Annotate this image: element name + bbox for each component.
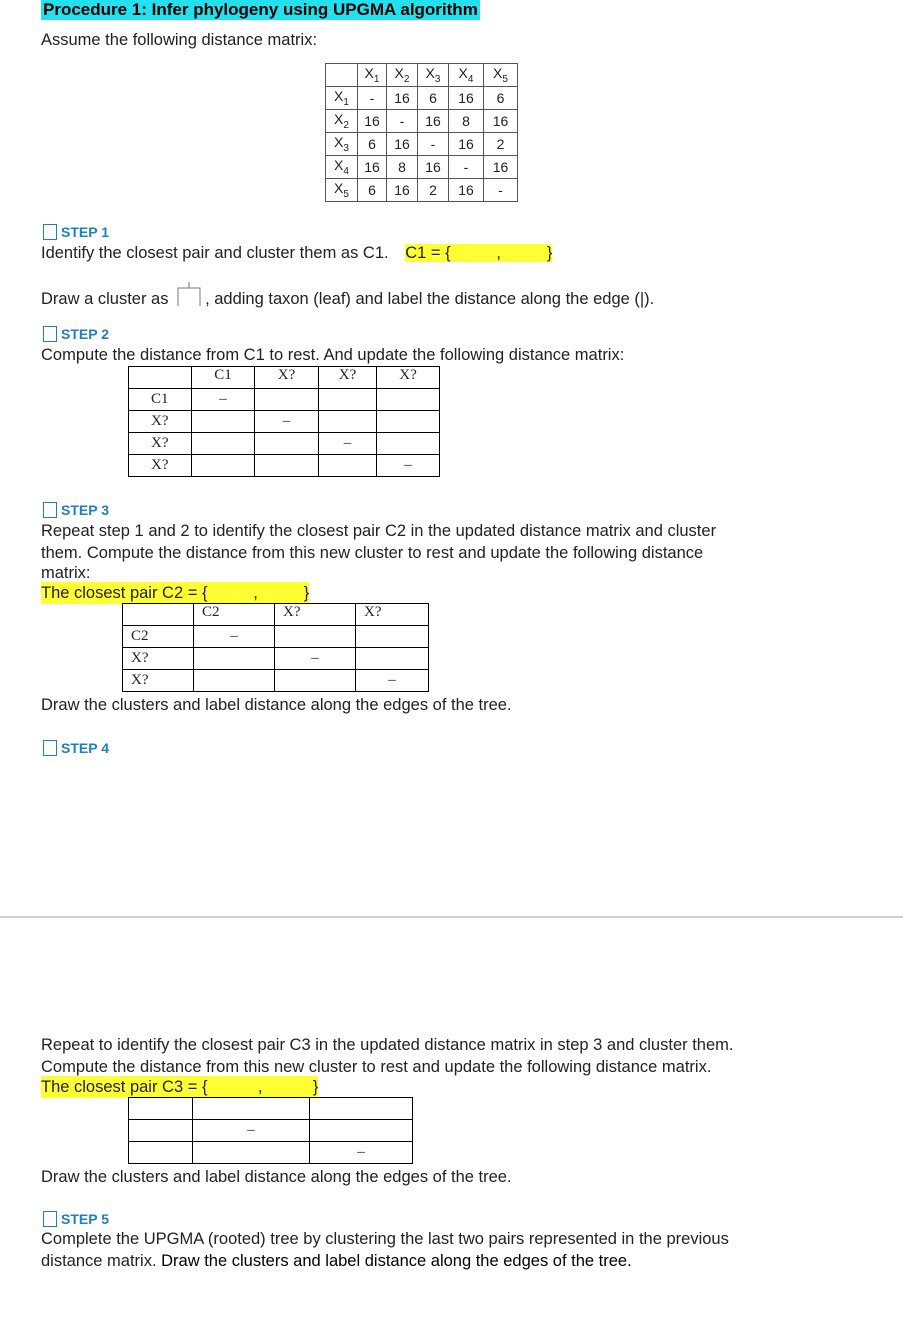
cluster-bracket-icon (173, 280, 205, 308)
step4-line1: Repeat to identify the closest pair C3 in the updated distance matrix in step 3 and cluster them. (41, 1036, 734, 1054)
step2-label: STEP 2 (61, 326, 109, 342)
input-cell[interactable] (275, 626, 356, 648)
matrix-cell: 8 (387, 156, 418, 179)
matrix-cell: 16 (387, 179, 418, 202)
step4-checkbox[interactable] (43, 740, 57, 756)
step4-line2: Compute the distance from this new cluster to rest and update the following distance matrix. (41, 1058, 712, 1076)
matrix-cell: 16 (358, 110, 387, 133)
step3-line2: them. Compute the distance from this new cluster to rest and update the following distance (41, 544, 704, 562)
step4-draw-text: Draw the clusters and label distance along the edges of the tree. (41, 1168, 512, 1186)
step1-line1: Identify the closest pair and cluster them as C1. C1 = { , } (41, 244, 553, 262)
matrix-cell: 2 (484, 133, 518, 156)
matrix-cell: 16 (387, 87, 418, 110)
input-cell[interactable] (377, 389, 440, 411)
step1-label: STEP 1 (61, 224, 109, 240)
matrix-cell: 8 (449, 110, 484, 133)
step3-line3: matrix: (41, 564, 91, 582)
input-cell[interactable] (319, 455, 377, 477)
matrix-cell: 16 (418, 110, 449, 133)
matrix-cell: 6 (358, 133, 387, 156)
input-cell[interactable] (192, 411, 255, 433)
input-cell[interactable] (356, 648, 429, 670)
matrix-cell: 16 (484, 110, 518, 133)
step1-checkbox[interactable] (43, 224, 57, 240)
row-header: $X_4$ (326, 156, 358, 179)
matrix-cell: 2 (418, 179, 449, 202)
row-header: $X_3$ (326, 133, 358, 156)
step5-checkbox[interactable] (43, 1211, 57, 1227)
input-cell[interactable] (129, 1120, 193, 1142)
matrix-cell: 6 (358, 179, 387, 202)
matrix-cell: - (484, 179, 518, 202)
step3-draw-text: Draw the clusters and label distance along the edges of the tree. (41, 696, 512, 714)
matrix-cell: 16 (418, 156, 449, 179)
page-divider (0, 916, 903, 918)
matrix-cell: - (449, 156, 484, 179)
input-cell[interactable] (255, 389, 319, 411)
input-cell[interactable] (255, 433, 319, 455)
input-cell[interactable] (194, 670, 275, 692)
step1-line2: Draw a cluster as , adding taxon (leaf) and label the distance along the edge (|). (41, 280, 654, 310)
input-cell[interactable] (310, 1098, 413, 1120)
step5-label: STEP 5 (61, 1211, 109, 1227)
row-header: $X_2$ (326, 110, 358, 133)
matrix-cell: 16 (449, 133, 484, 156)
input-cell[interactable] (275, 670, 356, 692)
matrix-cell: 16 (358, 156, 387, 179)
input-cell[interactable] (255, 455, 319, 477)
step3-header[interactable] (43, 502, 109, 518)
step5-line2: distance matrix. Draw the clusters and label distance along the edges of the tree. (41, 1252, 632, 1270)
step1-header[interactable] (43, 224, 109, 240)
step3-checkbox[interactable] (43, 502, 57, 518)
input-cell[interactable] (192, 433, 255, 455)
step2-matrix: C1 X? X? X? C1 – X? – X? – X? – (128, 366, 440, 477)
matrix-cell: - (358, 87, 387, 110)
matrix-cell: - (418, 133, 449, 156)
c2-answer[interactable]: The closest pair C2 = { , } (41, 584, 310, 602)
step3-line1: Repeat step 1 and 2 to identify the closest pair C2 in the updated distance matrix and cluster (41, 522, 717, 540)
col-header: $X_4$ (449, 64, 484, 87)
input-cell[interactable] (129, 1142, 193, 1164)
row-header: $X_5$ (326, 179, 358, 202)
matrix-cell: - (387, 110, 418, 133)
input-cell[interactable] (129, 1098, 193, 1120)
col-header: $X_1$ (358, 64, 387, 87)
col-header: $X_3$ (418, 64, 449, 87)
step5-line1: Complete the UPGMA (rooted) tree by clustering the last two pairs represented in the previous (41, 1230, 729, 1248)
input-cell[interactable] (356, 626, 429, 648)
input-cell[interactable] (377, 411, 440, 433)
input-cell[interactable] (310, 1120, 413, 1142)
row-header: $X_1$ (326, 87, 358, 110)
step4-matrix: – – (128, 1097, 413, 1164)
page-title: Procedure 1: Infer phylogeny using UPGMA algorithm (43, 0, 478, 19)
input-cell[interactable] (192, 455, 255, 477)
matrix-cell: 16 (449, 179, 484, 202)
col-header: $X_2$ (387, 64, 418, 87)
input-cell[interactable] (377, 433, 440, 455)
step2-header[interactable] (43, 326, 109, 342)
step2-text: Compute the distance from C1 to rest. And update the following distance matrix: (41, 346, 625, 364)
matrix-cell: 16 (484, 156, 518, 179)
matrix-cell: 16 (449, 87, 484, 110)
step4-header[interactable] (43, 740, 109, 756)
col-header: $X_5$ (484, 64, 518, 87)
step5-header[interactable] (43, 1211, 109, 1227)
step2-checkbox[interactable] (43, 326, 57, 342)
input-cell[interactable] (319, 389, 377, 411)
matrix-cell: 6 (484, 87, 518, 110)
input-cell[interactable] (193, 1142, 310, 1164)
step3-matrix: C2 X? X? C2 – X? – X? – (122, 603, 429, 692)
intro-text: Assume the following distance matrix: (41, 31, 318, 49)
matrix-cell: 16 (387, 133, 418, 156)
step3-label: STEP 3 (61, 502, 109, 518)
input-cell[interactable] (319, 411, 377, 433)
c3-answer[interactable]: The closest pair C3 = { , } (41, 1078, 319, 1096)
input-cell[interactable] (194, 648, 275, 670)
c1-answer[interactable]: C1 = { , } (405, 244, 553, 262)
step4-label: STEP 4 (61, 740, 109, 756)
matrix-cell: 6 (418, 87, 449, 110)
input-cell[interactable] (193, 1098, 310, 1120)
distance-matrix (325, 63, 518, 202)
